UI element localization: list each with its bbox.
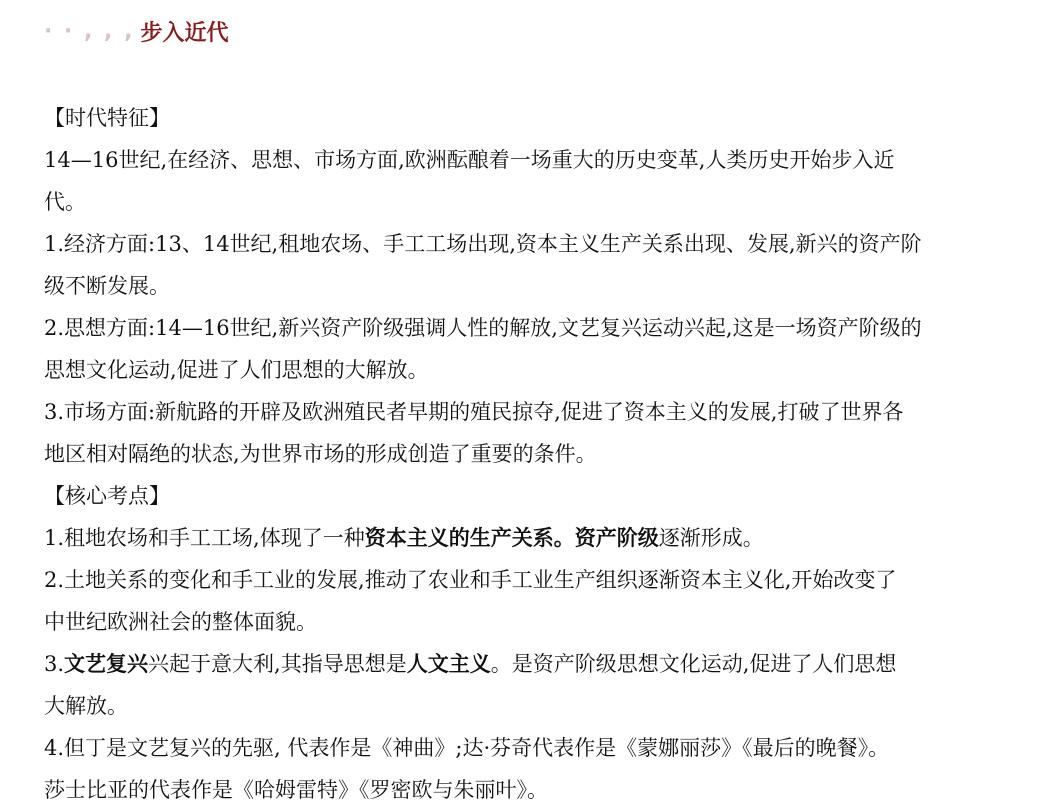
text-run: 3. [44,652,65,676]
paragraph-line [44,559,1034,601]
paragraph-line [44,769,1034,811]
paragraph-line [44,181,1034,223]
text-run: 逐渐形成。 [658,526,764,550]
text-run: 级不断发展。 [44,274,170,298]
bold-text-run: 资本主义的生产关系。资产阶级 [364,526,659,550]
text-run: 思想文化运动,促进了人们思想的大解放。 [44,358,429,382]
text-run: 中世纪欧洲社会的整体面貌。 [44,610,317,634]
paragraph-line [44,643,1034,685]
text-run: 代。 [44,190,86,214]
paragraph-line [44,433,1034,475]
paragraph-line [44,685,1034,727]
text-run: 1.租地农场和手工工场,体现了一种 [44,526,365,550]
text-run: 3.市场方面:新航路的开辟及欧洲殖民者早期的殖民掠夺,促进了资本主义的发展,打破了世界各 [44,400,904,424]
text-run: 1.经济方面:13、14世纪,租地农场、手工工场出现,资本主义生产关系出现、发展,新兴的资产阶 [44,232,922,256]
text-run: 2.土地关系的变化和手工业的发展,推动了农业和手工业生产组织逐渐资本主义化,开始改变了 [44,568,897,592]
paragraph-line [44,601,1034,643]
document-body [44,97,1034,811]
paragraph-line [44,265,1034,307]
paragraph-line [44,391,1034,433]
bold-text-run: 文艺复兴 [64,652,149,676]
paragraph-line [44,517,1034,559]
text-run: 兴起于意大利,其指导思想是 [148,652,407,676]
title-bar [44,14,228,48]
text-run: 14—16世纪,在经济、思想、市场方面,欧洲酝酿着一场重大的历史变革,人类历史开始步入近 [44,148,895,172]
faded-title-prefix: · · , , , [44,18,135,44]
text-run: 地区相对隔绝的状态,为世界市场的形成创造了重要的条件。 [44,442,597,466]
text-run: 【时代特征】 [44,106,170,130]
paragraph-line [44,223,1034,265]
page-title: 步入近代 [140,20,229,46]
bold-text-run: 人文主义 [406,652,491,676]
text-run: 莎士比亚的代表作是《哈姆雷特》《罗密欧与朱丽叶》。 [44,778,548,802]
section-heading-key-points [44,475,1034,517]
section-heading-era-features [44,97,1034,139]
paragraph-line [44,727,1034,769]
text-run: 大解放。 [44,694,128,718]
text-run: 。是资产阶级思想文化运动,促进了人们思想 [490,652,897,676]
paragraph-line [44,139,1034,181]
paragraph-line [44,349,1034,391]
text-run: 2.思想方面:14—16世纪,新兴资产阶级强调人性的解放,文艺复兴运动兴起,这是一场资产阶级的 [44,316,922,340]
text-run: 【核心考点】 [44,484,170,508]
text-run: 4.但丁是文艺复兴的先驱, 代表作是《神曲》;达·芬奇代表作是《蒙娜丽莎》《最后的晚餐》。 [44,736,890,760]
paragraph-line [44,307,1034,349]
